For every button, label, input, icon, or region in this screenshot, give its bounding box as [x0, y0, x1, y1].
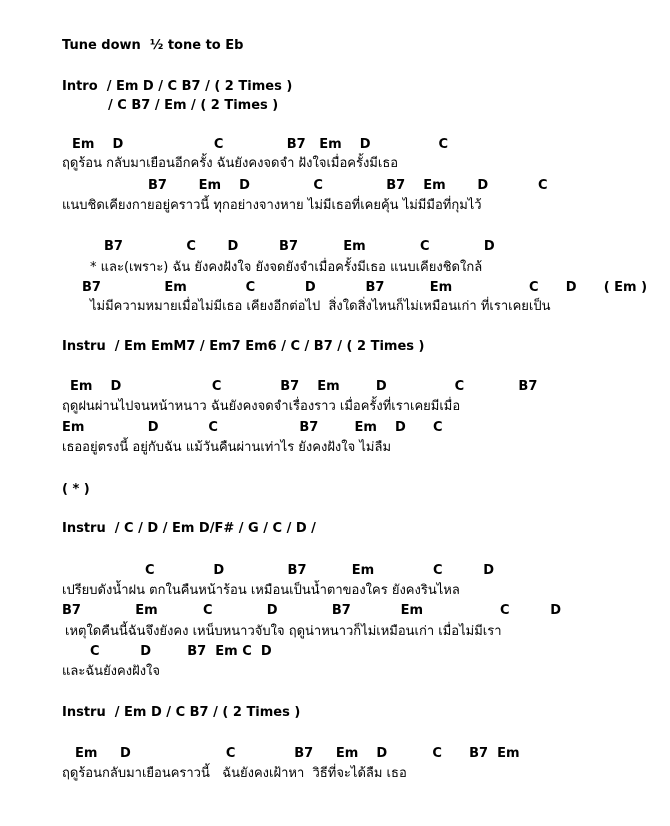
- intro-line-1: Intro / Em D / C B7 / ( 2 Times ): [62, 79, 293, 94]
- instrumental-3: Instru / Em D / C B7 / ( 2 Times ): [62, 705, 301, 720]
- tuning-note: Tune down ½ tone to Eb: [62, 38, 244, 53]
- verse1-chords-2: B7 Em D C B7 Em D C: [148, 178, 548, 193]
- chorus-lyric-2: ไม่มีความหมายเมื่อไม่มีเธอ เคียงอีกต่อไป สิ่งใดสิ่งไหนก็ไม่เหมือนเก่า ที่เราเคยเป็น: [90, 299, 551, 314]
- verse2-chords-2: Em D C B7 Em D C: [62, 420, 443, 435]
- verse1-lyric-2: แนบชิดเคียงกายอยู่คราวนี้ ทุกอย่างจางหาย ไม่มีเธอที่เคยคุ้น ไม่มีมือที่กุมไว้: [62, 198, 482, 213]
- instrumental-2: Instru / C / D / Em D/F# / G / C / D /: [62, 521, 316, 536]
- bridge-chords-2: B7 Em C D B7 Em C D: [62, 603, 562, 618]
- verse1-chords-1: Em D C B7 Em D C: [72, 137, 449, 152]
- bridge-lyric-2: เหตุใดคืนนี้ฉันจึงยังคง เหน็บหนาวจับใจ ฤดูน่าหนาวก็ไม่เหมือนเก่า เมื่อไม่มีเรา: [65, 624, 502, 639]
- bridge-lyric-3: และฉันยังคงฝังใจ: [62, 664, 161, 679]
- verse2-lyric-1: ฤดูฝนผ่านไปจนหน้าหนาว ฉันยังคงจดจำเรื่องราว เมื่อครั้งที่เราเคยมีเมื่อ: [62, 399, 461, 414]
- ending-chords: Em D C B7 Em D C B7 Em: [75, 746, 520, 761]
- ending-lyric: ฤดูร้อนกลับมาเยือนคราวนี้ ฉันยังคงเฝ้าหา วิธีที่จะได้ลืม เธอ: [62, 766, 407, 781]
- verse2-lyric-2: เธออยู่ตรงนี้ อยู่กับฉัน แม้วันคืนผ่านเท่าไร ยังคงฝังใจ ไม่ลืม: [62, 440, 392, 455]
- verse1-lyric-1: ฤดูร้อน กลับมาเยือนอีกครั้ง ฉันยังคงจดจำ ฝังใจเมื่อครั้งมีเธอ: [62, 156, 399, 171]
- chorus-chords-2: B7 Em C D B7 Em C D ( Em ): [82, 280, 648, 295]
- chorus-chords-1: B7 C D B7 Em C D: [104, 239, 495, 254]
- verse2-chords-1: Em D C B7 Em D C B7: [70, 379, 538, 394]
- bridge-chords-3: C D B7 Em C D: [90, 644, 272, 659]
- bridge-chords-1: C D B7 Em C D: [145, 563, 495, 578]
- chorus-lyric-1: * และ(เพราะ) ฉัน ยังคงฝังใจ ยังจดยังจำเมื่อครั้งมีเธอ แนบเคียงชิดใกล้: [90, 260, 483, 275]
- intro-line-2: / C B7 / Em / ( 2 Times ): [108, 98, 279, 113]
- chorus-reference: ( * ): [62, 482, 90, 497]
- instrumental-1: Instru / Em EmM7 / Em7 Em6 / C / B7 / ( 2 Times ): [62, 339, 425, 354]
- bridge-lyric-1: เปรียบดังน้ำฝน ตกในคืนหน้าร้อน เหมือนเป็นน้ำตาของใคร ยังคงรินไหล: [62, 583, 460, 598]
